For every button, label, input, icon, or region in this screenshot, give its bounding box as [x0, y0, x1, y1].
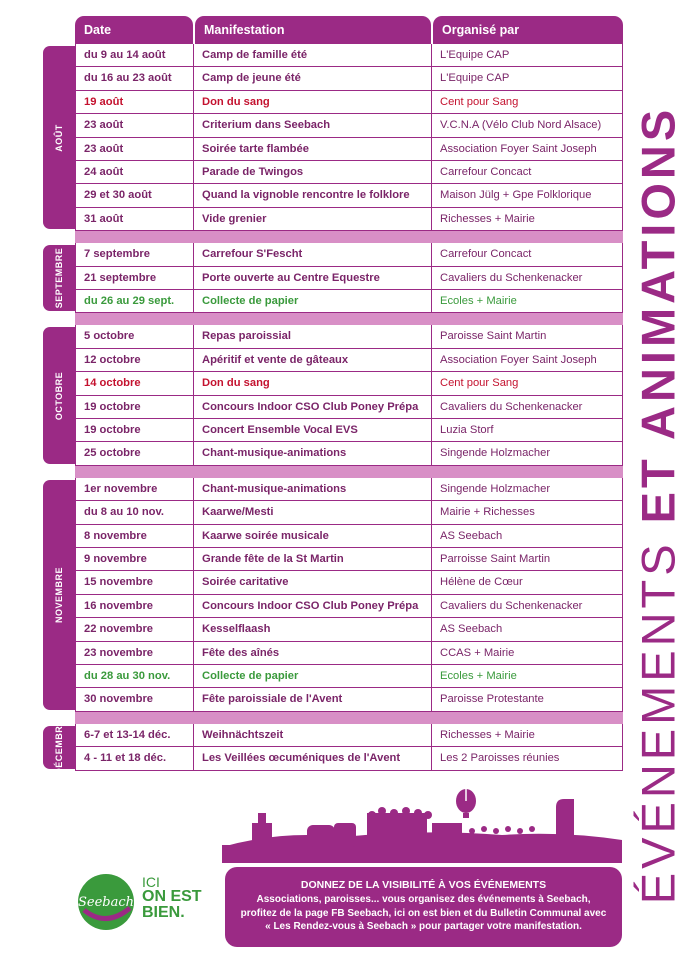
cell-event: Don du sang: [194, 372, 432, 394]
cell-event: Collecte de papier: [194, 290, 432, 312]
table-row: [75, 571, 623, 594]
month-separator: [75, 313, 623, 325]
cell-organizer: Hélène de Cœur: [440, 576, 523, 589]
month-label: [43, 46, 75, 229]
cell-organizer: Paroisse Saint Martin: [440, 330, 547, 343]
cell-event: Porte ouverte au Centre Equestre: [194, 267, 432, 289]
cell-date: 24 août: [76, 161, 194, 183]
cell-organizer: Cent pour Sang: [440, 95, 519, 108]
cell-event: Quand la vignoble rencontre le folklore: [194, 184, 432, 206]
cell-date: 14 octobre: [76, 372, 194, 394]
cell-date: 22 novembre: [76, 618, 194, 640]
cell-organizer: Cent pour Sang: [440, 377, 519, 390]
cell-event: Les Veillées œcuméniques de l'Avent: [194, 747, 432, 769]
cell-event: Carrefour S'Fescht: [194, 243, 432, 265]
cell-organizer: Ecoles + Mairie: [440, 670, 517, 682]
cell-date: du 9 au 14 août: [76, 44, 194, 66]
table-row: [75, 372, 623, 395]
side-title-bold: ET ANIMATIONS: [631, 105, 685, 524]
cell-event: Weihnächtszeit: [194, 724, 432, 746]
cell-organizer: Luzia Storf: [440, 424, 494, 436]
cell-organizer: Paroisse Protestante: [440, 693, 544, 706]
cell-event: Kesselflaash: [194, 618, 432, 640]
cell-date: 9 novembre: [76, 548, 194, 570]
cell-date: 16 novembre: [76, 595, 194, 617]
cell-event: Apéritif et vente de gâteaux: [194, 349, 432, 371]
cell-organizer: Carrefour Concact: [440, 166, 532, 178]
table-row: [75, 442, 623, 465]
cell-date: 15 novembre: [76, 571, 194, 593]
cell-organizer: V.C.N.A (Vélo Club Nord Alsace): [440, 119, 602, 132]
table-row: [75, 595, 623, 618]
table-row: [75, 642, 623, 665]
cell-event: Grande fête de la St Martin: [194, 548, 432, 570]
logo-slogan: [142, 876, 202, 921]
cell-date: 25 octobre: [76, 442, 194, 464]
table-row: [75, 184, 623, 207]
table-row: [75, 525, 623, 548]
cell-organizer: CCAS + Mairie: [440, 646, 515, 659]
cell-organizer: Singende Holzmacher: [440, 482, 551, 495]
cell-organizer: Cavaliers du Schenkenacker: [440, 271, 583, 284]
cell-organizer: Maison Jülg + Gpe Folklorique: [440, 189, 592, 202]
cell-date: 8 novembre: [76, 525, 194, 547]
cell-event: Concours Indoor CSO Club Poney Prépa: [194, 595, 432, 617]
logo-brand: Seebach: [77, 895, 135, 910]
table-row: [75, 665, 623, 688]
table-row: [75, 396, 623, 419]
table-row: [75, 290, 623, 313]
side-title-light: ÉVÉNEMENTS: [631, 540, 685, 905]
month-label-text: SEPTEMBRE: [54, 248, 64, 309]
month-label: [43, 480, 75, 710]
cell-organizer: Richesses + Mairie: [440, 212, 535, 225]
logo-line2: ON EST: [142, 888, 202, 905]
month-label: [43, 245, 75, 311]
cell-organizer: Association Foyer Saint Joseph: [440, 353, 597, 366]
cell-event: Repas paroissial: [194, 325, 432, 347]
cell-event: Concours Indoor CSO Club Poney Prépa: [194, 396, 432, 418]
month-label-text: OCTOBRE: [54, 371, 64, 420]
month-separator: [75, 466, 623, 478]
table-row: [75, 91, 623, 114]
month-label: [43, 719, 75, 775]
cell-event: Don du sang: [194, 91, 432, 113]
table-row: [75, 724, 623, 747]
table-row: [75, 349, 623, 372]
cell-event: Collecte de papier: [194, 665, 432, 687]
cell-organizer: Les 2 Paroisses réunies: [440, 752, 560, 765]
header-event: Manifestation: [195, 16, 431, 44]
cell-date: 6-7 et 13-14 déc.: [76, 724, 194, 746]
header-organizer: Organisé par: [433, 16, 623, 44]
month-label-text: DÉCEMBRE: [54, 719, 64, 775]
table-row: [75, 67, 623, 90]
cell-date: 30 novembre: [76, 688, 194, 710]
table-row: [75, 419, 623, 442]
cell-event: Soirée caritative: [194, 571, 432, 593]
cell-date: 23 août: [76, 114, 194, 136]
cell-organizer: Ecoles + Mairie: [440, 295, 517, 307]
village-illustration: [222, 785, 622, 865]
cell-event: Chant-musique-animations: [194, 442, 432, 464]
cell-organizer: AS Seebach: [440, 623, 503, 636]
table-row: [75, 325, 623, 348]
cell-date: du 26 au 29 sept.: [76, 290, 194, 312]
cell-event: Fête paroissiale de l'Avent: [194, 688, 432, 710]
cell-date: 31 août: [76, 208, 194, 230]
cell-date: du 8 au 10 nov.: [76, 501, 194, 523]
cell-organizer: Association Foyer Saint Joseph: [440, 142, 597, 155]
month-separator: [75, 231, 623, 243]
month-label: [43, 327, 75, 463]
table-row: [75, 267, 623, 290]
cell-event: Chant-musique-animations: [194, 478, 432, 500]
cell-date: 19 octobre: [76, 396, 194, 418]
cell-event: Parade de Twingos: [194, 161, 432, 183]
header-date: Date: [75, 16, 193, 44]
cell-event: Fête des aînés: [194, 642, 432, 664]
cell-organizer: Cavaliers du Schenkenacker: [440, 599, 583, 612]
table-row: [75, 478, 623, 501]
cell-event: Camp de famille été: [194, 44, 432, 66]
cell-date: 21 septembre: [76, 267, 194, 289]
month-label-text: NOVEMBRE: [54, 566, 64, 623]
cell-date: 7 septembre: [76, 243, 194, 265]
cell-date: du 16 au 23 août: [76, 67, 194, 89]
cell-event: Kaarwe soirée musicale: [194, 525, 432, 547]
table-row: [75, 243, 623, 266]
cell-event: Camp de jeune été: [194, 67, 432, 89]
table-row: [75, 618, 623, 641]
cell-date: 1er novembre: [76, 478, 194, 500]
cell-date: 29 et 30 août: [76, 184, 194, 206]
cell-date: 23 novembre: [76, 642, 194, 664]
table-row: [75, 161, 623, 184]
cell-date: 23 août: [76, 138, 194, 160]
cell-event: Kaarwe/Mesti: [194, 501, 432, 523]
cell-event: Vide grenier: [194, 208, 432, 230]
side-title: [631, 106, 686, 904]
cell-organizer: Mairie + Richesses: [440, 506, 535, 519]
cell-organizer: Cavaliers du Schenkenacker: [440, 400, 583, 413]
table-row: [75, 208, 623, 231]
cell-event: Concert Ensemble Vocal EVS: [194, 419, 432, 441]
logo-line3: BIEN.: [142, 904, 185, 921]
banner-body: Associations, paroisses... vous organisez des événements à Seebach, profitez de la page FB Seebach, ici on est bien et du Bulletin Communal avec « Les Rendez-vous à Seebach » pour partager votre manifestation.: [240, 894, 607, 932]
cell-date: 12 octobre: [76, 349, 194, 371]
cell-organizer: AS Seebach: [440, 529, 503, 542]
cell-date: 5 octobre: [76, 325, 194, 347]
table-row: [75, 688, 623, 711]
table-row: [75, 747, 623, 770]
cell-organizer: Parroisse Saint Martin: [440, 553, 551, 565]
table-row: [75, 114, 623, 137]
cell-date: 4 - 11 et 18 déc.: [76, 747, 194, 769]
visibility-banner: [225, 867, 622, 947]
table-row: [75, 501, 623, 524]
month-separator: [75, 712, 623, 724]
seebach-logo-icon: [76, 872, 138, 932]
cell-event: Soirée tarte flambée: [194, 138, 432, 160]
cell-date: 19 octobre: [76, 419, 194, 441]
table-row: [75, 138, 623, 161]
cell-organizer: L'Equipe CAP: [440, 49, 510, 61]
cell-organizer: L'Equipe CAP: [440, 72, 510, 85]
cell-date: 19 août: [76, 91, 194, 113]
table-row: [75, 44, 623, 67]
cell-organizer: Richesses + Mairie: [440, 728, 535, 741]
cell-event: Criterium dans Seebach: [194, 114, 432, 136]
cell-date: du 28 au 30 nov.: [76, 665, 194, 687]
cell-organizer: Carrefour Concact: [440, 248, 532, 261]
cell-organizer: Singende Holzmacher: [440, 447, 551, 460]
banner-title: DONNEZ DE LA VISIBILITÉ À VOS ÉVÉNEMENTS: [300, 879, 547, 891]
logo-line1: ICI: [142, 874, 160, 890]
table-row: [75, 548, 623, 571]
month-label-text: AOÛT: [54, 123, 64, 152]
